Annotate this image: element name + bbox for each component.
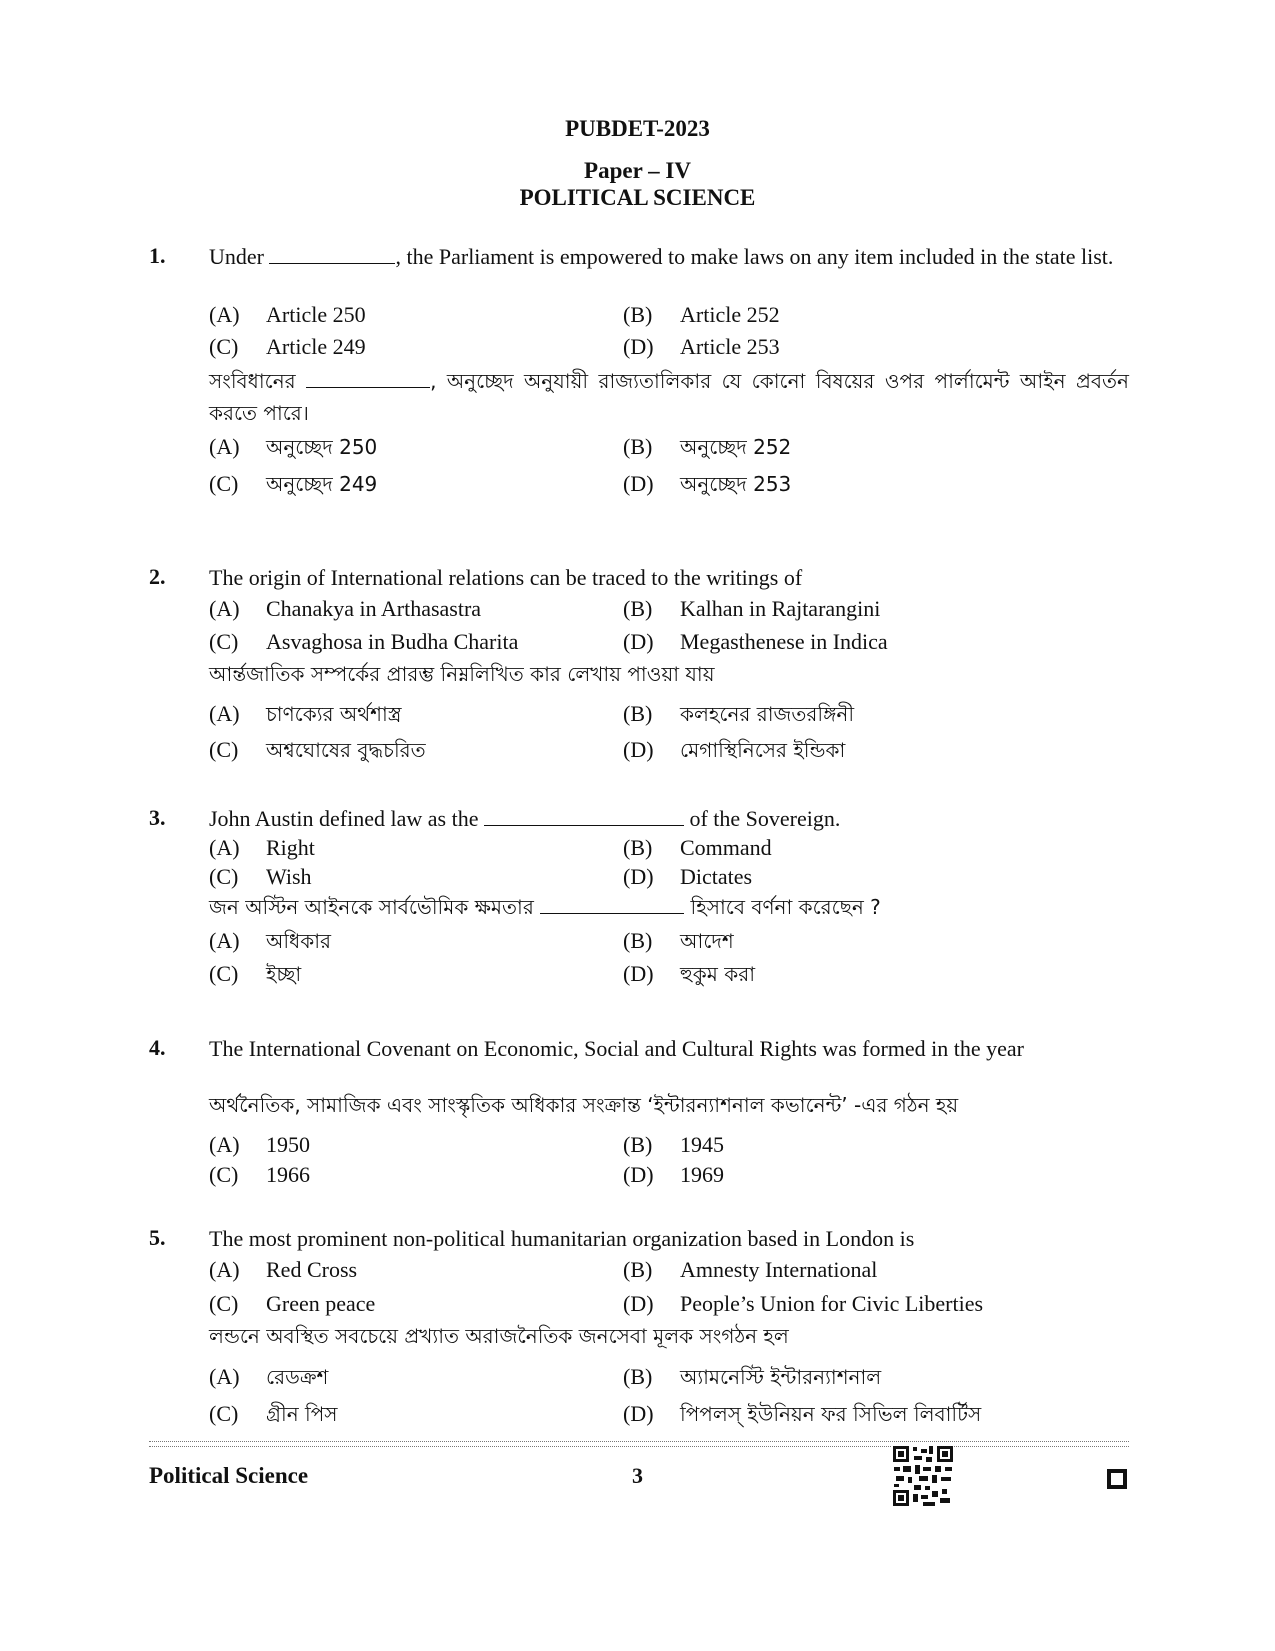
option-b: (B) Kalhan in Rajtarangini: [623, 596, 881, 621]
question-text-bn: সংবিধানের , অনুচ্ছেদ অনুযায়ী রাজ্যতালিকার যে কোনো বিষয়ের ওপর পার্লামেন্ট আইন প্রবর্তন করতে পারে।: [209, 369, 1129, 425]
question-text-en: The International Covenant on Economic, Social and Cultural Rights was formed in the year: [209, 1036, 1025, 1061]
option-b: (B) Command: [623, 835, 772, 860]
option-b-bn: (B) আদেশ: [623, 928, 734, 953]
option-d: (D) Dictates: [623, 864, 753, 889]
option-b-bn: (B) অনুচ্ছেদ 252: [623, 434, 792, 459]
option-a-bn: (A) অধিকার: [209, 928, 332, 953]
answer-blank: [269, 245, 395, 264]
option-b-bn: (B) কলহনের রাজতরঙ্গিনী: [623, 701, 855, 726]
option-a: (A) 1950: [209, 1132, 310, 1157]
page-number: 3: [632, 1463, 643, 1488]
exam-code: PUBDET-2023: [565, 116, 710, 141]
option-a: (A) Red Cross: [209, 1257, 358, 1282]
question-text-en: John Austin defined law as the of the Sovereign.: [209, 806, 841, 831]
question-text-bn: জন অস্টিন আইনকে সার্বভৌমিক ক্ষমতার হিসাবে বর্ণনা করেছেন ?: [209, 895, 881, 919]
question-text-bn: আর্ন্তজাতিক সম্পর্কের প্রারম্ভ নিম্নলিখিত কার লেখায় পাওয়া যায়: [209, 662, 715, 686]
question-number: 3.: [149, 805, 166, 830]
option-c: (C) 1966: [209, 1162, 310, 1187]
option-d-bn: (D) হুকুম করা: [623, 961, 756, 986]
option-b: (B) Article 252: [623, 302, 780, 327]
option-b-bn: (B) অ্যামনেস্টি ইন্টারন্যাশনাল: [623, 1364, 882, 1389]
answer-blank: [540, 895, 684, 914]
footer-subject: Political Science: [149, 1463, 309, 1488]
option-a: (A) Right: [209, 835, 315, 860]
option-c: (C) Article 249: [209, 334, 366, 359]
option-d: (D) People’s Union for Civic Liberties: [623, 1291, 984, 1316]
question-text-en: The most prominent non-political humanitarian organization based in London is: [209, 1226, 915, 1251]
question-number: 2.: [149, 564, 166, 589]
paper-number: Paper – IV: [584, 158, 691, 183]
option-a-bn: (A) রেডক্রশ: [209, 1364, 329, 1389]
option-c-bn: (C) ইচ্ছা: [209, 961, 302, 986]
option-c: (C) Asvaghosa in Budha Charita: [209, 629, 519, 654]
option-a: (A) Chanakya in Arthasastra: [209, 596, 482, 621]
option-a-bn: (A) চাণক্যের অর্থশাস্ত্র: [209, 701, 402, 726]
option-d-bn: (D) অনুচ্ছেদ 253: [623, 471, 792, 496]
option-d-bn: (D) পিপলস্ ইউনিয়ন ফর সিভিল লিবার্টিস: [623, 1401, 982, 1426]
confidential-strip: [149, 1441, 1129, 1447]
question-text-en: Under , the Parliament is empowered to make laws on any item included in the state list.: [209, 244, 1114, 269]
subject-title: POLITICAL SCIENCE: [519, 185, 756, 210]
qr-code-icon: [892, 1445, 954, 1507]
answer-blank: [306, 369, 430, 388]
option-c-bn: (C) গ্রীন পিস: [209, 1401, 338, 1426]
option-c: (C) Green peace: [209, 1291, 376, 1316]
question-number: 4.: [149, 1035, 166, 1060]
question-text-bn: অর্থনৈতিক, সামাজিক এবং সাংস্কৃতিক অধিকার সংক্রান্ত ‘ইন্টারন্যাশনাল কভানেন্ট’ -এর গঠন হয়: [209, 1093, 959, 1117]
option-a-bn: (A) অনুচ্ছেদ 250: [209, 434, 378, 459]
question-text-bn: লন্ডনে অবস্থিত সবচেয়ে প্রখ্যাত অরাজনৈতিক জনসেবা মূলক সংগঠন হল: [209, 1324, 789, 1348]
option-b: (B) 1945: [623, 1132, 724, 1157]
question-text-en: The origin of International relations can be traced to the writings of: [209, 565, 803, 590]
option-a: (A) Article 250: [209, 302, 366, 327]
option-d-bn: (D) মেগাস্থিনিসের ইন্ডিকা: [623, 737, 846, 762]
option-c: (C) Wish: [209, 864, 312, 889]
question-number: 1.: [149, 243, 166, 268]
option-b: (B) Amnesty International: [623, 1257, 878, 1282]
question-number: 5.: [149, 1225, 166, 1250]
option-d: (D) Article 253: [623, 334, 780, 359]
option-c-bn: (C) অশ্বঘোষের বুদ্ধচরিত: [209, 737, 426, 762]
option-d: (D) Megasthenese in Indica: [623, 629, 888, 654]
option-c-bn: (C) অনুচ্ছেদ 249: [209, 471, 378, 496]
square-icon: [1107, 1469, 1127, 1489]
answer-blank: [484, 807, 684, 826]
option-d: (D) 1969: [623, 1162, 724, 1187]
